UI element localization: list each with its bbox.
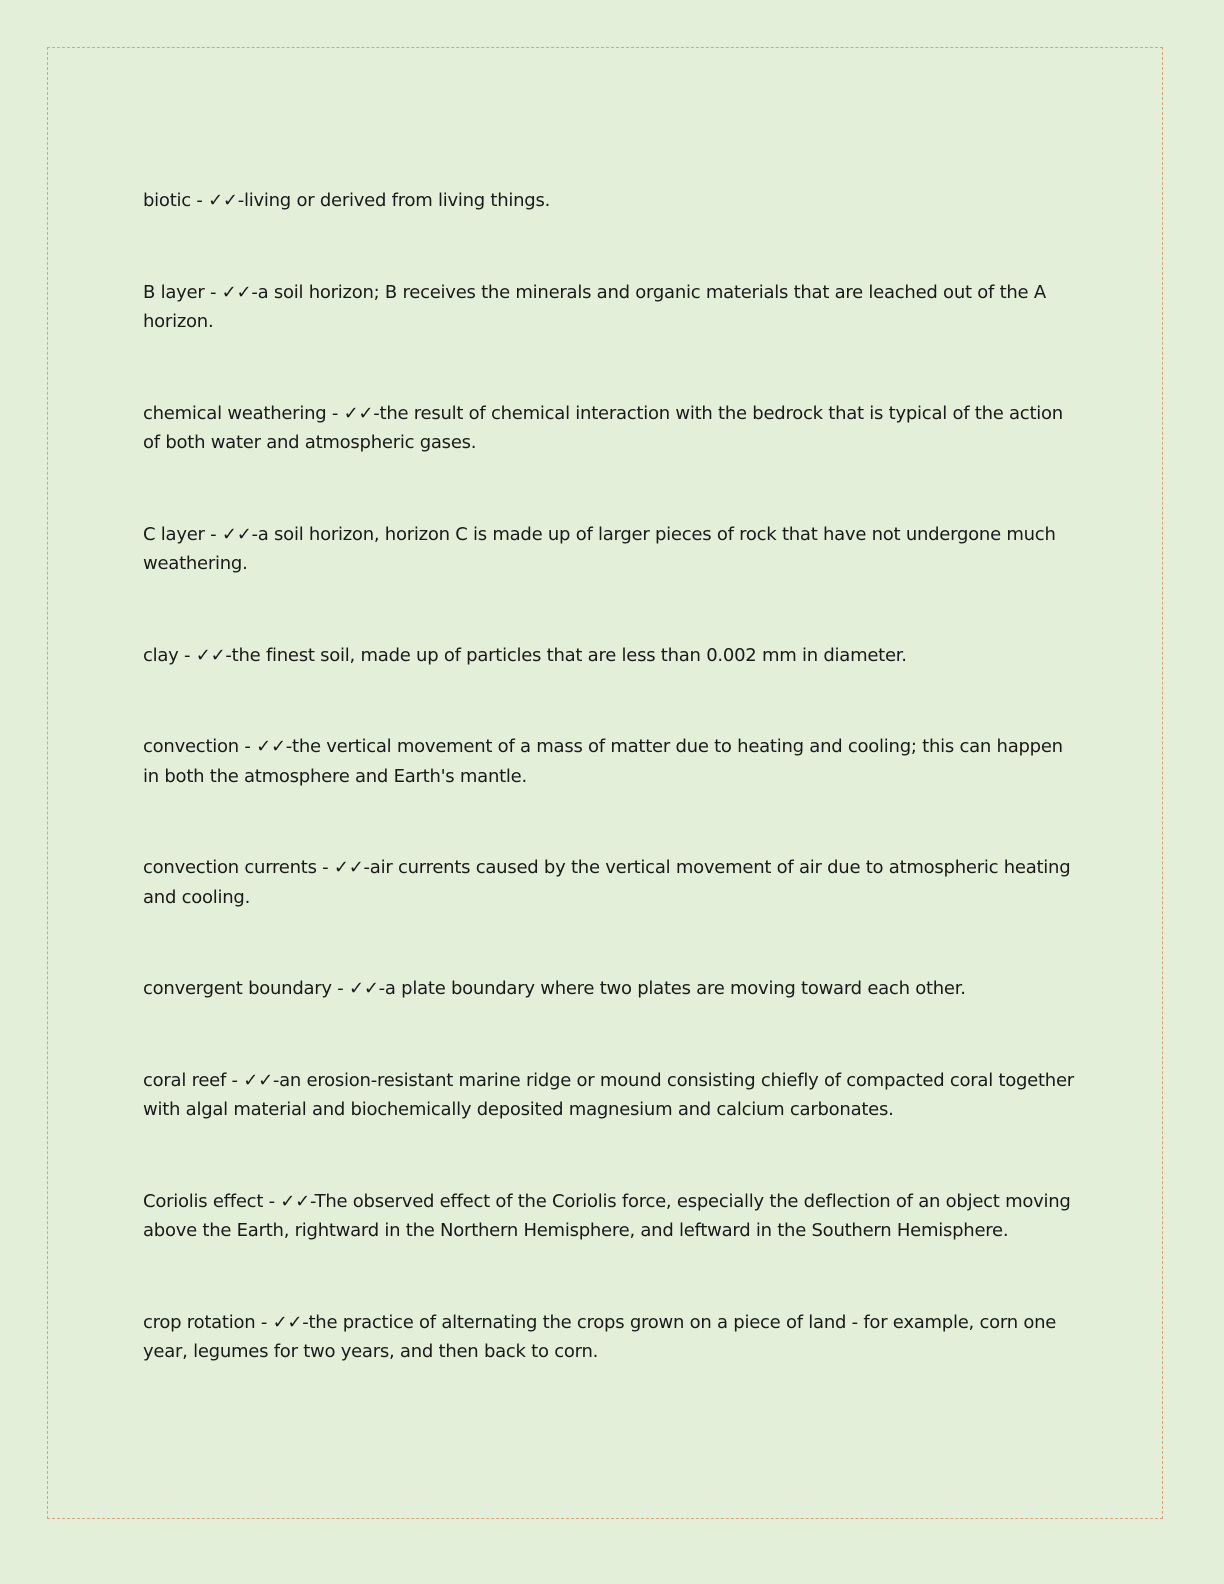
- glossary-entry-coral-reef: coral reef - ✓✓-an erosion-resistant marine ridge or mound consisting chiefly of compacted coral together with algal material and biochemically deposited magnesium and calcium carbonates.: [143, 1069, 1074, 1120]
- glossary-entry-c-layer: C layer - ✓✓-a soil horizon, horizon C is made up of larger pieces of rock that have not undergone much weathering.: [143, 523, 1056, 574]
- glossary-entry-convection: convection - ✓✓-the vertical movement of a mass of matter due to heating and cooling; this can happen in both the atmosphere and Earth's mantle.: [143, 736, 1063, 787]
- glossary-entry-clay: clay - ✓✓-the finest soil, made up of particles that are less than 0.002 mm in diameter.: [143, 644, 907, 666]
- glossary-entry-crop-rotation: crop rotation - ✓✓-the practice of alternating the crops grown on a piece of land - for example, corn one year, legumes for two years, and then back to corn.: [143, 1311, 1057, 1362]
- glossary-entry-b-layer: B layer - ✓✓-a soil horizon; B receives the minerals and organic materials that are leached out of the A horizon.: [143, 281, 1046, 332]
- glossary-entry-convection-currents: convection currents - ✓✓-air currents caused by the vertical movement of air due to atmospheric heating and cooling.: [143, 857, 1071, 908]
- glossary-entry-chemical-weathering: chemical weathering - ✓✓-the result of chemical interaction with the bedrock that is typical of the action of both water and atmospheric gases.: [143, 402, 1063, 453]
- glossary-list: [143, 186, 1078, 1367]
- glossary-entry-convergent-boundary: convergent boundary - ✓✓-a plate boundary where two plates are moving toward each other.: [143, 978, 966, 999]
- glossary-entry-biotic: biotic - ✓✓-living or derived from living things.: [143, 190, 551, 211]
- glossary-entry-coriolis-effect: Coriolis effect - ✓✓-The observed effect of the Coriolis force, especially the deflection of an object moving above the Earth, rightward in the Northern Hemisphere, and leftward in the Southern Hemisphere.: [143, 1190, 1071, 1241]
